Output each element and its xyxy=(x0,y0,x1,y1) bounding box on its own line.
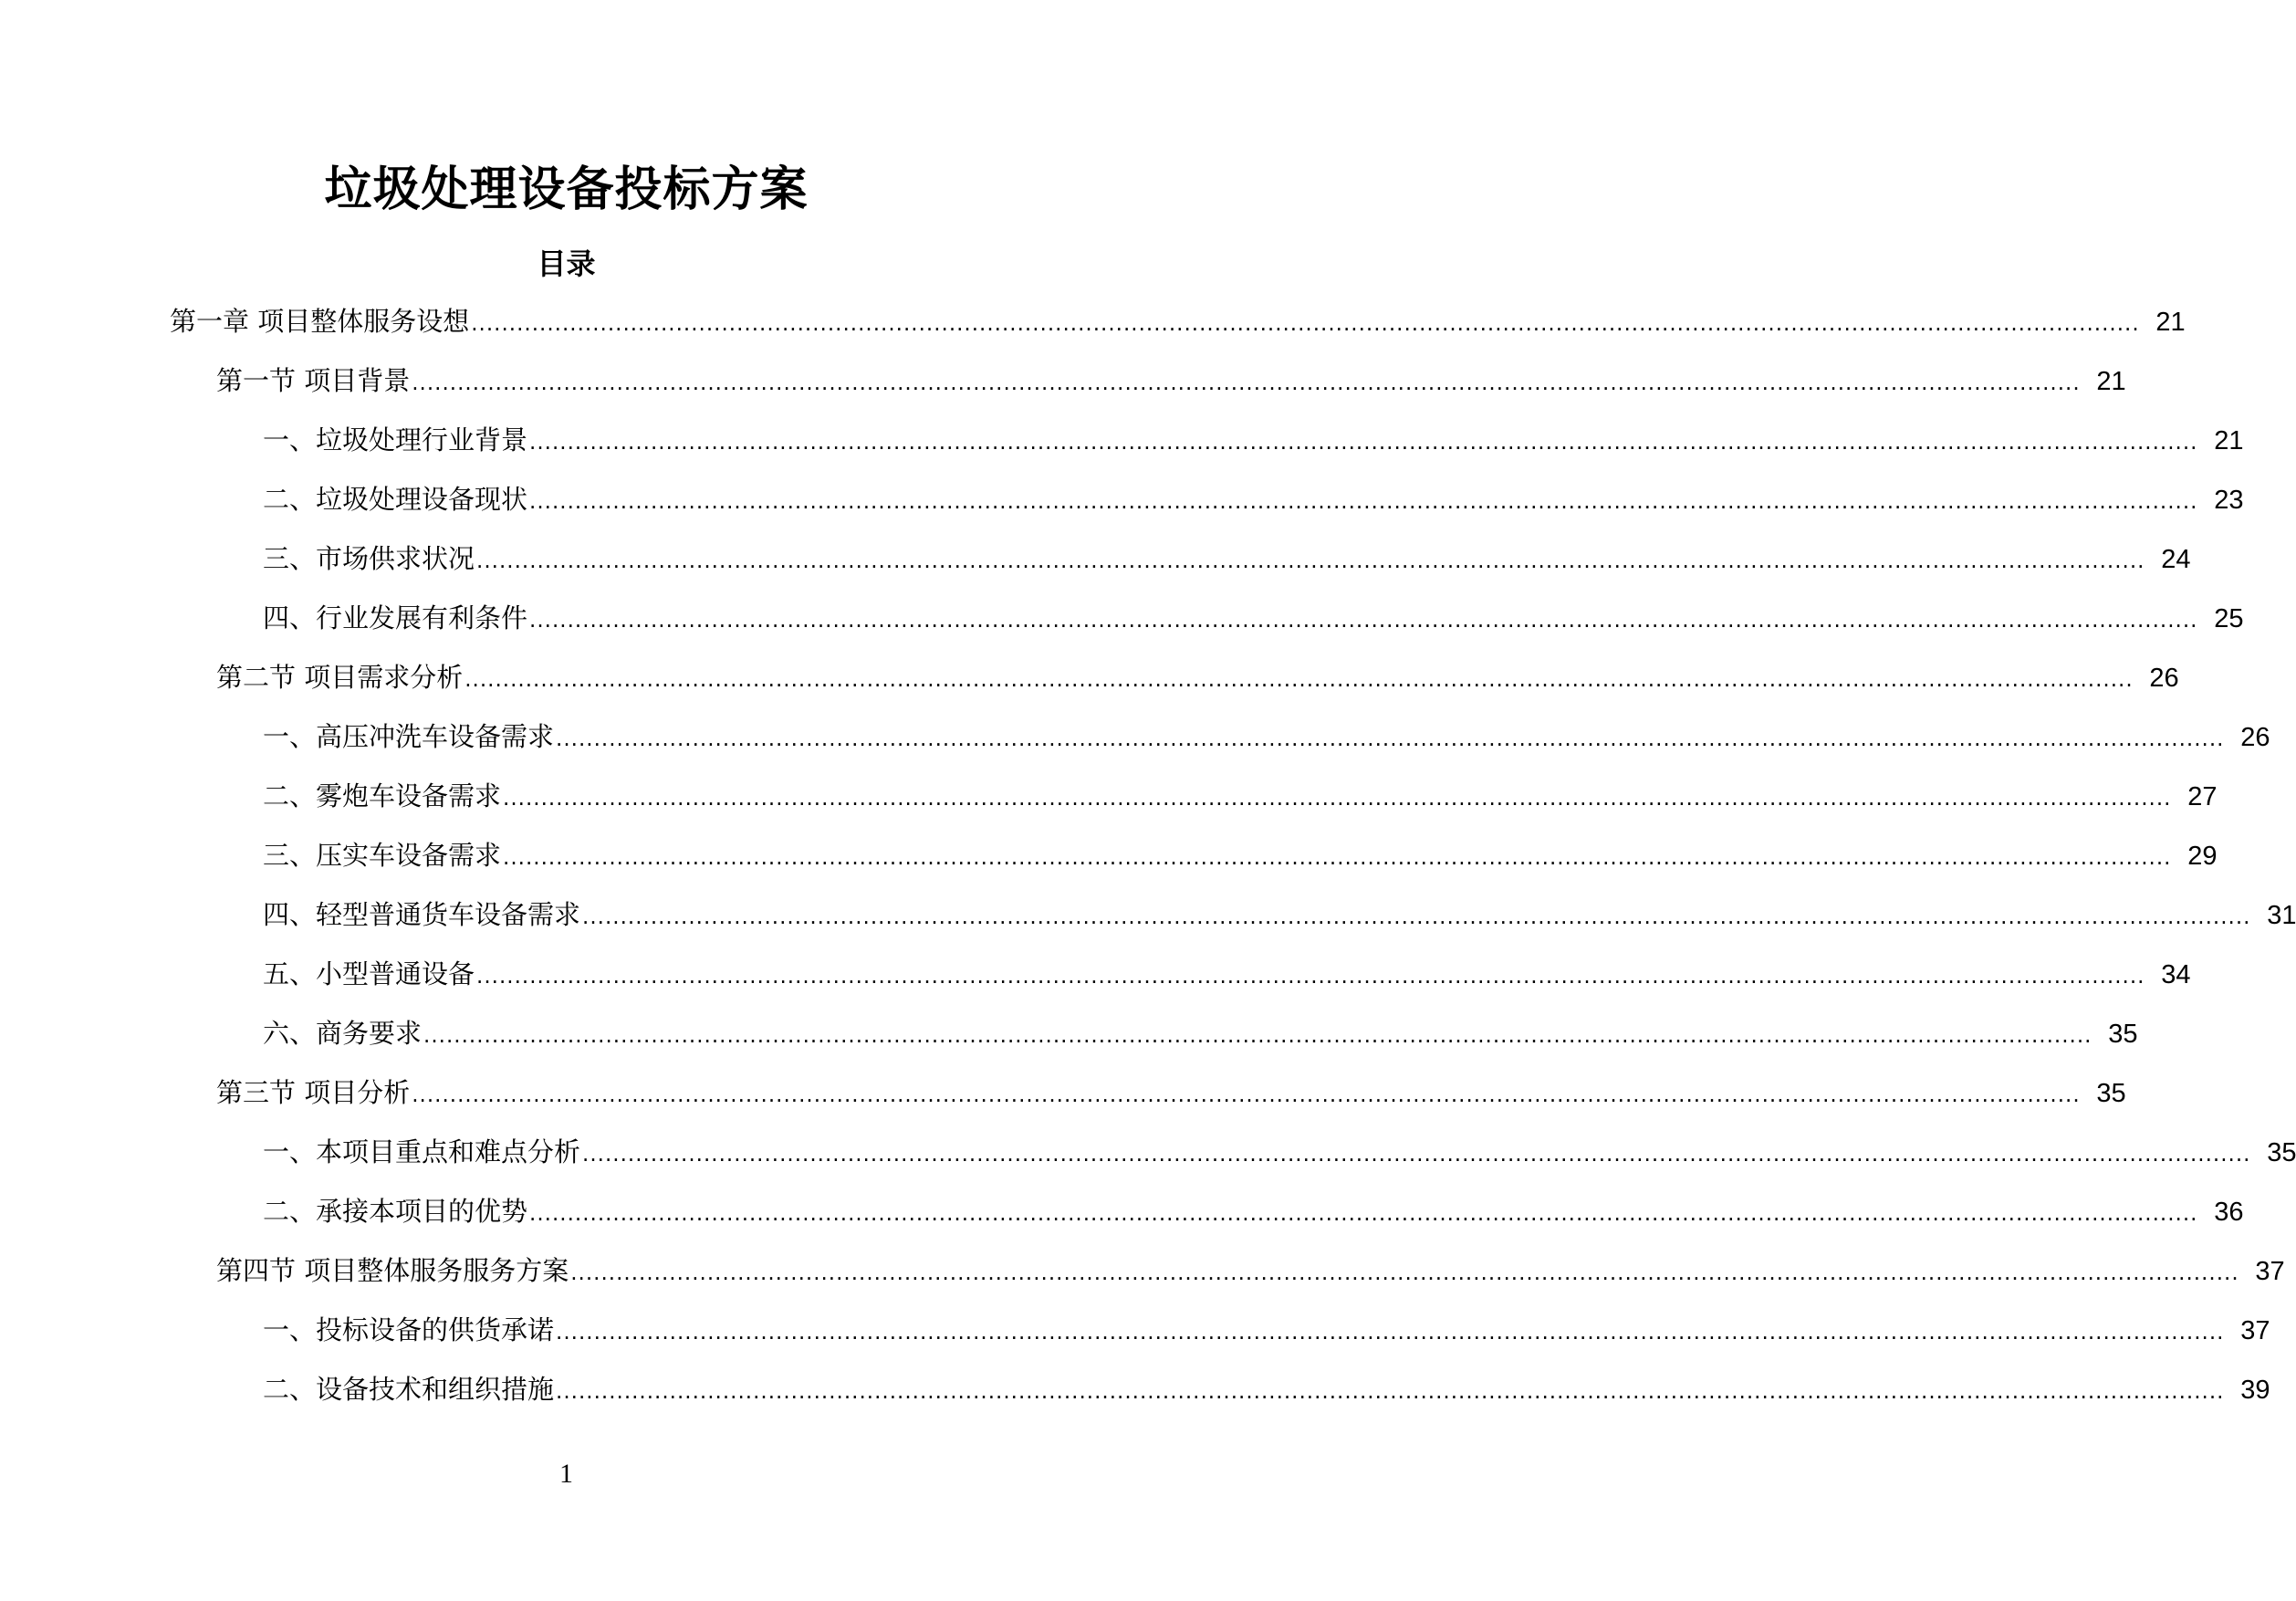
toc-entry[interactable] xyxy=(0,476,2244,536)
toc-entry-page: 25 xyxy=(2214,604,2244,633)
toc-entry-page: 36 xyxy=(2214,1198,2244,1227)
toc-entry-page: 24 xyxy=(2161,545,2191,574)
toc-entry-page: 21 xyxy=(2214,426,2244,455)
toc-entry-title: 一、高压冲洗车设备需求 xyxy=(263,721,555,752)
toc-entry-page: 39 xyxy=(2240,1376,2270,1405)
toc-entry-page: 23 xyxy=(2214,486,2244,515)
toc-entry-page: 29 xyxy=(2187,842,2218,871)
page-number: 1 xyxy=(559,1459,573,1489)
toc-dot-leader: ............................................................................................................................................................................................................................ xyxy=(476,549,2145,573)
toc-dot-leader: ............................................................................................................................................................................................................................ xyxy=(529,609,2198,633)
toc-entry-page: 21 xyxy=(2155,308,2186,337)
toc-entry[interactable] xyxy=(0,714,2270,773)
toc-dot-leader: ............................................................................................................................................................................................................................ xyxy=(412,1083,2081,1107)
toc-dot-leader: ............................................................................................................................................................................................................................ xyxy=(464,668,2134,692)
toc-dot-leader: ............................................................................................................................................................................................................................ xyxy=(582,905,2251,929)
toc-entry-title: 一、本项目重点和难点分析 xyxy=(263,1136,581,1167)
toc-entry[interactable] xyxy=(0,1307,2270,1366)
toc-entry-title: 三、压实车设备需求 xyxy=(263,840,502,871)
toc-entry-title: 三、市场供求状况 xyxy=(263,543,475,574)
toc-entry[interactable] xyxy=(0,951,2191,1010)
toc-entry-page: 35 xyxy=(2096,1079,2126,1108)
toc-dot-leader: ............................................................................................................................................................................................................................ xyxy=(503,846,2172,870)
toc-entry-title: 二、设备技术和组织措施 xyxy=(263,1374,555,1405)
toc-entry-title: 五、小型普通设备 xyxy=(263,958,475,989)
toc-dot-leader: ............................................................................................................................................................................................................................ xyxy=(471,312,2140,336)
toc-entry-page: 34 xyxy=(2161,960,2191,989)
toc-entry-page: 26 xyxy=(2149,664,2179,693)
toc-entry-title: 二、雾炮车设备需求 xyxy=(263,780,502,811)
toc-heading: 目录 xyxy=(537,246,596,281)
toc-entry[interactable] xyxy=(0,298,2186,358)
toc-dot-leader: ............................................................................................................................................................................................................................ xyxy=(556,727,2225,751)
toc-entry-title: 第三节 项目分析 xyxy=(216,1077,411,1108)
toc-entry[interactable] xyxy=(0,1010,2138,1070)
toc-dot-leader: ............................................................................................................................................................................................................................ xyxy=(529,490,2198,514)
toc-entry[interactable] xyxy=(0,1070,2126,1129)
toc-entry-title: 二、承接本项目的优势 xyxy=(263,1196,528,1227)
toc-entry-page: 35 xyxy=(2108,1020,2138,1049)
toc-entry[interactable] xyxy=(0,1248,2285,1307)
toc-dot-leader: ............................................................................................................................................................................................................................ xyxy=(582,1143,2251,1167)
toc-entry-page: 26 xyxy=(2240,723,2270,752)
toc-entry[interactable] xyxy=(0,536,2191,595)
toc-entry-title: 二、垃圾处理设备现状 xyxy=(263,484,528,515)
toc-dot-leader: ............................................................................................................................................................................................................................ xyxy=(570,1261,2239,1285)
toc-entry-page: 27 xyxy=(2187,782,2218,811)
table-of-contents xyxy=(0,298,2296,1426)
toc-entry[interactable] xyxy=(0,1366,2270,1426)
toc-entry-page: 37 xyxy=(2255,1257,2285,1286)
toc-entry-page: 35 xyxy=(2267,1138,2296,1167)
toc-dot-leader: ............................................................................................................................................................................................................................ xyxy=(476,965,2145,989)
toc-dot-leader: ............................................................................................................................................................................................................................ xyxy=(556,1321,2225,1345)
toc-dot-leader: ............................................................................................................................................................................................................................ xyxy=(503,787,2172,811)
toc-entry-title: 第一章 项目整体服务设想 xyxy=(170,306,470,337)
toc-entry-title: 四、轻型普通货车设备需求 xyxy=(263,899,581,930)
toc-entry-title: 第二节 项目需求分析 xyxy=(216,662,464,693)
toc-entry-title: 六、商务要求 xyxy=(263,1018,423,1049)
toc-entry[interactable] xyxy=(0,1188,2244,1248)
toc-dot-leader: ............................................................................................................................................................................................................................ xyxy=(529,1202,2198,1226)
toc-dot-leader: ............................................................................................................................................................................................................................ xyxy=(556,1380,2225,1404)
toc-entry-title: 四、行业发展有利条件 xyxy=(263,602,528,633)
toc-entry[interactable] xyxy=(0,417,2244,476)
toc-entry[interactable] xyxy=(0,595,2244,654)
toc-entry-page: 37 xyxy=(2240,1316,2270,1345)
toc-entry[interactable] xyxy=(0,358,2126,417)
toc-dot-leader: ............................................................................................................................................................................................................................ xyxy=(529,431,2198,455)
toc-dot-leader: ............................................................................................................................................................................................................................ xyxy=(423,1024,2092,1048)
toc-entry-title: 第一节 项目背景 xyxy=(216,365,411,396)
document-title: 垃圾处理设备投标方案 xyxy=(324,162,809,217)
toc-entry[interactable] xyxy=(0,892,2296,951)
toc-entry[interactable] xyxy=(0,832,2218,892)
toc-entry-page: 21 xyxy=(2096,367,2126,396)
toc-entry-title: 一、垃圾处理行业背景 xyxy=(263,424,528,455)
toc-entry-page: 31 xyxy=(2267,901,2296,930)
toc-entry-title: 第四节 项目整体服务服务方案 xyxy=(216,1255,569,1286)
toc-entry[interactable] xyxy=(0,1129,2296,1188)
toc-entry[interactable] xyxy=(0,773,2218,832)
toc-entry[interactable] xyxy=(0,654,2179,714)
toc-dot-leader: ............................................................................................................................................................................................................................ xyxy=(412,371,2081,395)
toc-entry-title: 一、投标设备的供货承诺 xyxy=(263,1314,555,1345)
